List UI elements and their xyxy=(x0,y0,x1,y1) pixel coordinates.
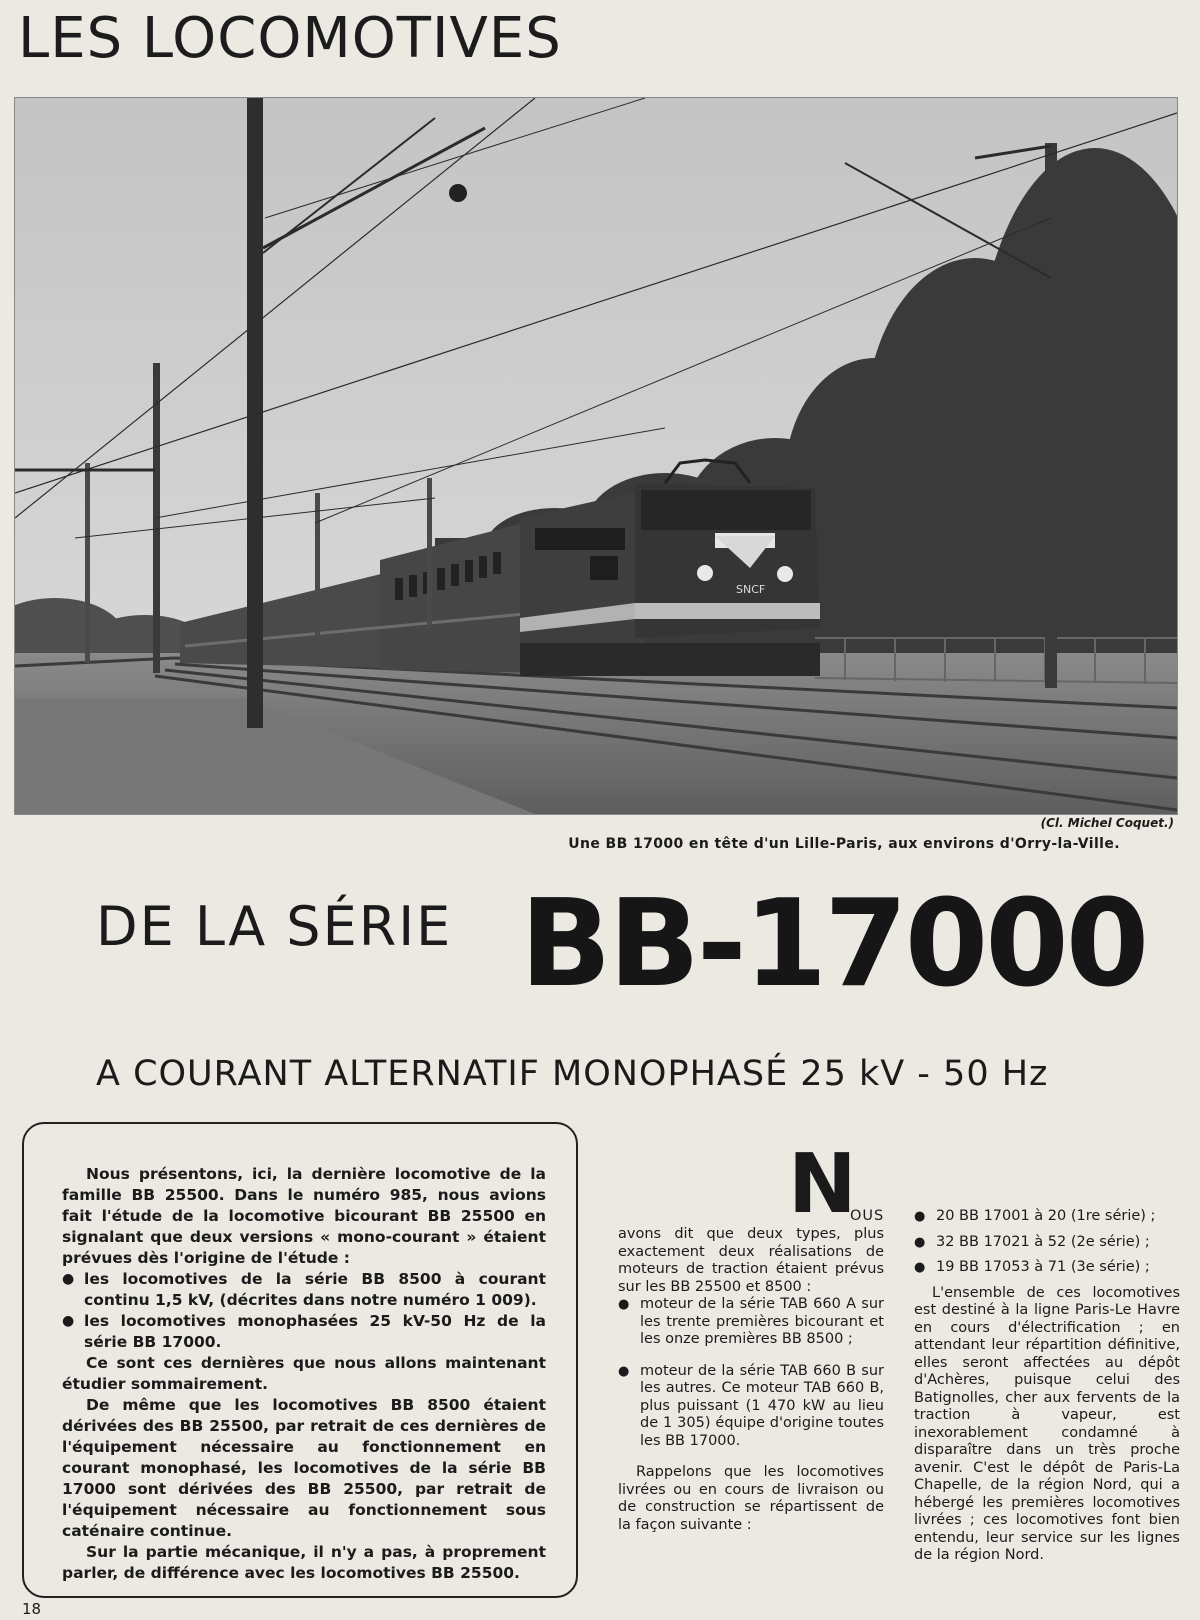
loco-marking: SNCF xyxy=(736,583,766,596)
train-illustration xyxy=(15,98,1177,814)
drop-cap: N xyxy=(788,1137,857,1232)
series-list-item: ● 19 BB 17053 à 71 (3e série) ; xyxy=(914,1259,1180,1277)
subtitle: A COURANT ALTERNATIF MONOPHASÉ 25 kV - 50 Hz xyxy=(96,1054,1049,1094)
page-number: 18 xyxy=(22,1600,42,1618)
photo-caption: Une BB 17000 en tête d'un Lille-Paris, aux environs d'Orry-la-Ville. xyxy=(568,836,1120,852)
series-list-item: ● 32 BB 17021 à 52 (2e série) ; xyxy=(914,1234,1180,1252)
intro-paragraph: De même que les locomotives BB 8500 étaient dérivées des BB 25500, par retrait de ces dernières de l'équipement nécessaire au fonctionnement en courant monophasé, les locomotives de la série BB 17000 sont dérivées des BB 25500, par retrait de l'équipement nécessaire au fonctionnement sous caténaire continue. xyxy=(62,1396,546,1540)
section-kicker: LES LOCOMOTIVES xyxy=(18,6,562,71)
body-column-3 xyxy=(914,1208,1180,1565)
motor-list-item: ● moteur de la série TAB 660 B sur les autres. Ce moteur TAB 660 B, plus puissant (1 470 kW au lieu de 1 305) équipe d'origine toutes les BB 17000. xyxy=(618,1363,884,1451)
intro-paragraph: Sur la partie mécanique, il n'y a pas, à proprement parler, de différence avec les locomotives BB 25500. xyxy=(62,1543,546,1582)
body-paragraph: L'ensemble de ces locomotives est destiné à la ligne Paris-Le Havre en cours d'électrification ; en attendant leur répartition définitive, elles seront affectées au dépôt d'Achères, puisque celui des Batignolles, cher aux fervents de la traction à vapeur, est inexorablement condamné à disparaître dans un très proche avenir. C'est le dépôt de Paris-La Chapelle, de la région Nord, qui a hébergé les premières locomotives livrées ; ces locomotives font bien entendu, leur service sur les lignes de la région Nord. xyxy=(914,1284,1180,1563)
title-prefix: DE LA SÉRIE xyxy=(96,895,453,958)
photo-credit: (Cl. Michel Coquet.) xyxy=(1040,816,1174,830)
body-paragraph: avons dit que deux types, plus exactement deux réalisations de moteurs de traction étaient prévus sur les BB 25500 et 8500 : xyxy=(618,1226,884,1295)
intro-list-item: ● les locomotives de la série BB 8500 à courant continu 1,5 kV, (décrites dans notre numéro 1 009). xyxy=(62,1269,546,1311)
intro-list-item: ● les locomotives monophasées 25 kV-50 Hz de la série BB 17000. xyxy=(62,1311,546,1353)
series-list xyxy=(914,1208,1180,1277)
body-paragraph: Rappelons que les locomotives livrées ou en cours de livraison ou de construction se répartissent de la façon suivante : xyxy=(618,1464,884,1533)
title-main: BB-17000 xyxy=(520,875,1147,1014)
motor-list xyxy=(618,1296,884,1450)
intro-box xyxy=(22,1122,578,1598)
series-list-item: ● 20 BB 17001 à 20 (1re série) ; xyxy=(914,1208,1180,1226)
locomotive-photo xyxy=(14,97,1178,815)
drop-cap-rest: OUS xyxy=(850,1208,885,1224)
intro-paragraph: Ce sont ces dernières que nous allons maintenant étudier sommairement. xyxy=(62,1354,546,1393)
intro-paragraph: Nous présentons, ici, la dernière locomotive de la famille BB 25500. Dans le numéro 985, nous avions fait l'étude de la locomotive bicourant BB 25500 en signalant que deux versions « mono-courant » étaient prévues dès l'origine de l'étude : xyxy=(62,1165,546,1267)
intro-list xyxy=(62,1269,546,1353)
insulator xyxy=(449,184,467,202)
motor-list-item: ● moteur de la série TAB 660 A sur les trente premières bicourant et les onze premières BB 8500 ; xyxy=(618,1296,884,1349)
